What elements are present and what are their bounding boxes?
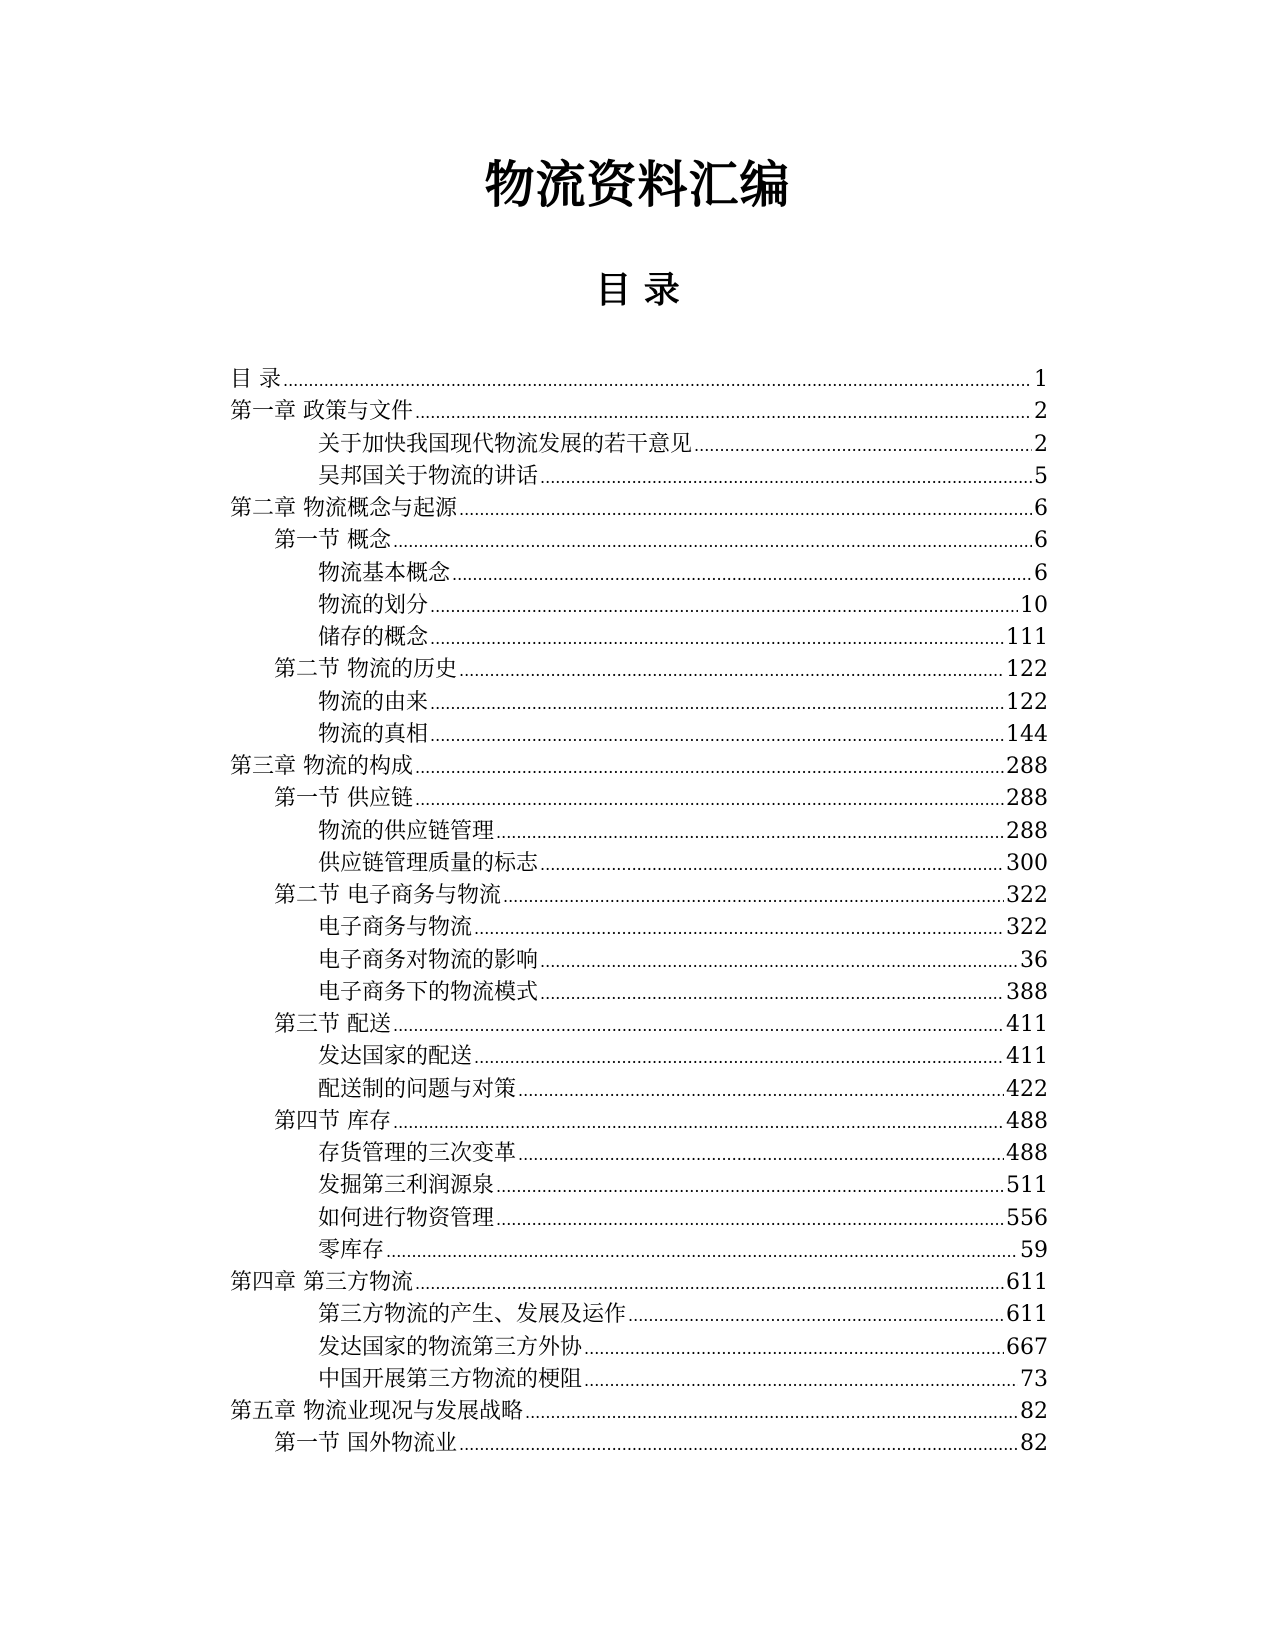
toc-entry[interactable] [230, 945, 1048, 977]
dot-leader [393, 1106, 1004, 1139]
dot-leader [496, 1170, 1004, 1203]
toc-entry-label: 发掘第三利润源泉 [318, 1173, 495, 1199]
toc-entry[interactable] [230, 429, 1048, 461]
toc-entry-label: 电子商务下的物流模式 [318, 979, 539, 1005]
toc-entry-page-number: 288 [1006, 754, 1048, 779]
toc-entry-label: 第四章 第三方物流 [230, 1270, 413, 1295]
toc-entry-page-number: 611 [1006, 1302, 1048, 1328]
toc-entry-label: 第一节 概念 [274, 528, 391, 554]
toc-entry-page-number: 411 [1006, 1012, 1048, 1037]
toc-entry-label: 第一节 供应链 [274, 786, 413, 812]
toc-entry[interactable] [230, 1138, 1048, 1170]
toc-entry-page-number: 322 [1006, 883, 1048, 908]
dot-leader [430, 687, 1004, 720]
dot-leader [386, 1235, 1018, 1268]
toc-entry[interactable] [230, 1396, 1048, 1428]
toc-entry-label: 关于加快我国现代物流发展的若干意见 [318, 431, 693, 457]
toc-entry-label: 存货管理的三次变革 [318, 1141, 517, 1166]
toc-entry[interactable] [230, 1364, 1048, 1396]
dot-leader [540, 461, 1032, 494]
toc-entry-page-number: 6 [1034, 560, 1048, 586]
toc-entry-page-number: 6 [1034, 496, 1048, 521]
dot-leader [694, 429, 1032, 462]
toc-entry[interactable] [230, 816, 1048, 848]
dot-leader [459, 493, 1032, 526]
toc-entry-page-number: 73 [1020, 1366, 1048, 1392]
toc-entry-page-number: 556 [1006, 1205, 1048, 1231]
dot-leader [430, 622, 1004, 655]
toc-entry[interactable] [230, 1170, 1048, 1202]
dot-leader [540, 848, 1004, 881]
toc-entry[interactable] [230, 1203, 1048, 1235]
dot-leader [474, 1041, 1004, 1074]
toc-heading: 目 录 [595, 270, 680, 311]
dot-leader [430, 719, 1004, 752]
toc-entry[interactable] [230, 1235, 1048, 1267]
dot-leader [393, 1009, 1004, 1042]
toc-entry[interactable] [230, 364, 1048, 396]
toc-entry-page-number: 122 [1006, 657, 1048, 683]
toc-entry[interactable] [230, 654, 1048, 686]
dot-leader [452, 558, 1032, 591]
toc-entry-page-number: 322 [1006, 915, 1048, 941]
toc-entry-label: 第一章 政策与文件 [230, 399, 413, 425]
toc-entry-page-number: 411 [1006, 1044, 1048, 1070]
toc-entry-page-number: 1 [1034, 367, 1048, 392]
toc-entry[interactable] [230, 1106, 1048, 1138]
dot-leader [430, 590, 1018, 623]
toc-entry[interactable] [230, 1074, 1048, 1106]
dot-leader [415, 396, 1032, 429]
toc-entry[interactable] [230, 848, 1048, 880]
dot-leader [459, 654, 1004, 687]
toc-entry-page-number: 611 [1006, 1270, 1048, 1295]
toc-entry-page-number: 422 [1006, 1076, 1048, 1102]
dot-leader [540, 945, 1018, 978]
toc-entry[interactable] [230, 751, 1048, 783]
dot-leader [518, 1074, 1004, 1107]
toc-entry-page-number: 36 [1020, 947, 1048, 973]
dot-leader [415, 1267, 1004, 1300]
toc-entry[interactable] [230, 977, 1048, 1009]
toc-entry-page-number: 5 [1034, 463, 1048, 489]
dot-leader [540, 977, 1004, 1010]
toc-entry-label: 中国开展第三方物流的梗阻 [318, 1366, 583, 1392]
toc-entry[interactable] [230, 1428, 1048, 1460]
toc-entry-label: 物流的真相 [318, 721, 429, 747]
toc-entry-label: 储存的概念 [318, 625, 429, 650]
toc-entry-label: 如何进行物资管理 [318, 1205, 495, 1231]
dot-leader [518, 1138, 1004, 1171]
dot-leader [584, 1332, 1004, 1365]
toc-entry[interactable] [230, 880, 1048, 912]
dot-leader [496, 1203, 1004, 1236]
dot-leader [628, 1299, 1004, 1332]
toc-entry-label: 吴邦国关于物流的讲话 [318, 463, 539, 489]
toc-entry[interactable] [230, 1332, 1048, 1364]
dot-leader [459, 1428, 1018, 1461]
toc-entry-label: 物流的供应链管理 [318, 818, 495, 844]
dot-leader [525, 1396, 1018, 1429]
toc-entry-page-number: 111 [1006, 625, 1048, 650]
dot-leader [283, 364, 1032, 397]
table-of-contents [230, 364, 1048, 1461]
toc-entry-page-number: 82 [1020, 1431, 1048, 1457]
dot-leader [474, 912, 1004, 945]
dot-leader [415, 783, 1004, 816]
toc-entry[interactable] [230, 1267, 1048, 1299]
toc-entry-page-number: 488 [1006, 1108, 1048, 1134]
toc-entry-page-number: 59 [1020, 1237, 1048, 1263]
toc-entry-page-number: 6 [1034, 528, 1048, 554]
toc-entry-page-number: 511 [1006, 1173, 1048, 1199]
toc-entry[interactable] [230, 783, 1048, 815]
toc-entry[interactable] [230, 493, 1048, 525]
toc-entry-page-number: 2 [1034, 431, 1048, 457]
toc-entry[interactable] [230, 912, 1048, 944]
toc-entry-label: 第二节 电子商务与物流 [274, 883, 501, 908]
toc-entry[interactable] [230, 461, 1048, 493]
toc-entry[interactable] [230, 719, 1048, 751]
toc-entry[interactable] [230, 525, 1048, 557]
toc-entry-label: 第一节 国外物流业 [274, 1431, 457, 1457]
toc-entry[interactable] [230, 622, 1048, 654]
document-title: 物流资料汇编 [484, 156, 791, 214]
toc-entry-label: 第五章 物流业现况与发展战略 [230, 1399, 523, 1424]
dot-leader [503, 880, 1004, 913]
toc-entry-page-number: 144 [1006, 721, 1048, 747]
toc-entry-page-number: 82 [1020, 1399, 1048, 1424]
toc-entry-label: 供应链管理质量的标志 [318, 850, 539, 876]
toc-entry-page-number: 122 [1006, 689, 1048, 715]
dot-leader [393, 525, 1032, 558]
dot-leader [496, 816, 1004, 849]
toc-entry-label: 第四节 库存 [274, 1108, 391, 1134]
toc-entry-page-number: 667 [1006, 1334, 1048, 1360]
toc-entry-page-number: 388 [1006, 979, 1048, 1005]
toc-entry-page-number: 488 [1006, 1141, 1048, 1166]
toc-entry[interactable] [230, 558, 1048, 590]
toc-entry-label: 目 录 [230, 367, 281, 392]
toc-entry-label: 物流基本概念 [318, 560, 451, 586]
toc-entry-label: 电子商务与物流 [318, 915, 473, 941]
toc-entry-label: 第三节 配送 [274, 1012, 391, 1037]
toc-entry-label: 配送制的问题与对策 [318, 1076, 517, 1102]
toc-entry[interactable] [230, 396, 1048, 428]
toc-entry-label: 电子商务对物流的影响 [318, 947, 539, 973]
toc-entry-label: 第三方物流的产生、发展及运作 [318, 1302, 627, 1328]
toc-entry[interactable] [230, 1041, 1048, 1073]
toc-entry-page-number: 300 [1006, 850, 1048, 876]
toc-entry[interactable] [230, 1009, 1048, 1041]
toc-entry-label: 第三章 物流的构成 [230, 754, 413, 779]
toc-entry[interactable] [230, 687, 1048, 719]
dot-leader [584, 1364, 1018, 1397]
toc-entry-label: 物流的由来 [318, 689, 429, 715]
toc-entry-label: 零库存 [318, 1237, 385, 1263]
toc-entry-page-number: 288 [1006, 786, 1048, 812]
toc-entry-page-number: 2 [1034, 399, 1048, 425]
toc-entry-page-number: 288 [1006, 818, 1048, 844]
toc-entry-label: 物流的划分 [318, 592, 429, 618]
toc-entry-label: 发达国家的配送 [318, 1044, 473, 1070]
toc-entry-label: 第二章 物流概念与起源 [230, 496, 457, 521]
toc-entry[interactable] [230, 1299, 1048, 1331]
toc-entry-label: 发达国家的物流第三方外协 [318, 1334, 583, 1360]
toc-entry-page-number: 10 [1020, 592, 1048, 618]
dot-leader [415, 751, 1004, 784]
toc-entry[interactable] [230, 590, 1048, 622]
toc-entry-label: 第二节 物流的历史 [274, 657, 457, 683]
